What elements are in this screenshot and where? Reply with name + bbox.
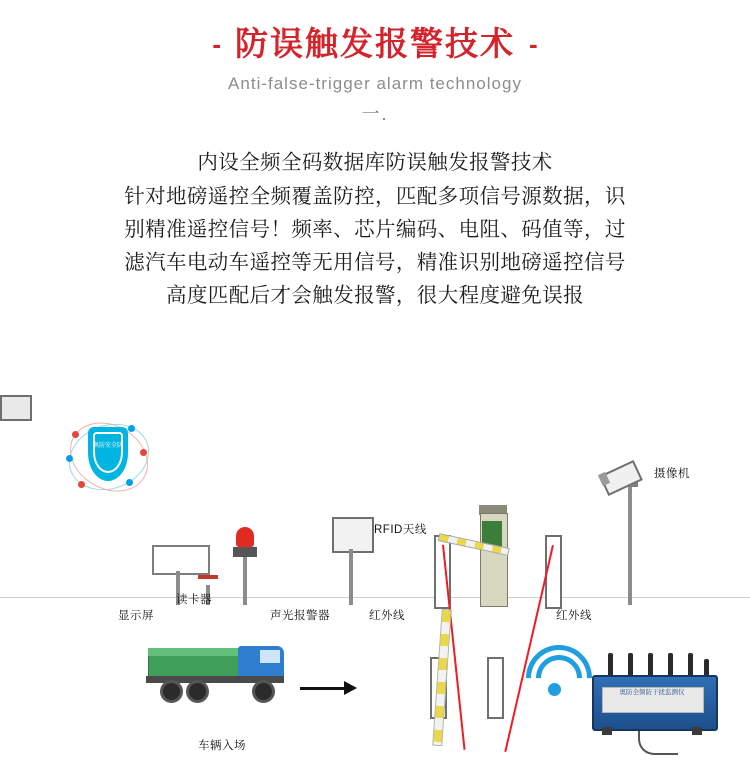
caption-card-reader: 读卡器 — [176, 594, 212, 606]
display-screen — [152, 545, 210, 575]
truck-cargo-stripe — [148, 648, 240, 656]
caption-rfid: RFID天线 — [374, 524, 427, 536]
truck-icon — [142, 640, 292, 702]
caption-camera: 摄像机 — [654, 468, 690, 480]
truck-wheel — [160, 680, 183, 703]
camera-pole — [628, 483, 632, 605]
page-subtitle: Anti-false-trigger alarm technology — [228, 74, 522, 94]
caption-infrared-left: 红外线 — [369, 610, 405, 622]
device-foot — [692, 727, 702, 735]
caption-alarm: 声光报警器 — [270, 610, 330, 622]
page-title: 防误触发报警技术 — [235, 25, 515, 62]
shield-inner-icon — [93, 432, 123, 473]
rfid-antenna — [332, 517, 374, 553]
truck-wheel — [186, 680, 209, 703]
truck-wheel — [252, 680, 275, 703]
alarm-lamp-icon — [236, 527, 254, 547]
logo-dot-icon — [78, 481, 85, 488]
alarm-speaker — [233, 547, 257, 557]
section-marker: 一. — [361, 104, 389, 125]
card-reader-slot — [198, 575, 218, 579]
alarm-pole — [243, 557, 247, 605]
monitor-device — [592, 653, 720, 745]
logo-dot-icon — [140, 449, 147, 456]
body-paragraph — [65, 146, 685, 312]
direction-arrow-line — [300, 687, 346, 690]
ground-line — [0, 597, 750, 598]
shield-icon — [88, 427, 128, 481]
body-line: 滤汽车电动车遥控等无用信号，精准识别地磅遥控信号 — [124, 250, 626, 274]
brand-logo — [66, 421, 152, 493]
infrared-post-right-front — [487, 657, 504, 719]
body-line: 内设全频全码数据库防误触发报警技术 — [197, 151, 553, 175]
device-label: 奥防全频防干扰监测仪 — [619, 689, 685, 696]
direction-arrow-icon — [344, 681, 357, 695]
wifi-dot — [548, 683, 561, 696]
title-dash-right: - — [529, 29, 538, 60]
logo-dot-icon — [72, 431, 79, 438]
truck-window — [260, 650, 280, 663]
wifi-signal-icon — [524, 643, 590, 701]
logo-label: 奥防安全防 — [92, 443, 123, 449]
poster-header — [0, 0, 750, 126]
device-cable — [638, 731, 678, 755]
body-line: 别精准遥控信号！频率、芯片编码、电阻、码值等，过 — [124, 217, 626, 241]
card-reader — [0, 395, 32, 421]
device-foot — [602, 727, 612, 735]
title-row — [0, 26, 750, 62]
logo-dot-icon — [128, 425, 135, 432]
title-dash-left: - — [212, 29, 221, 60]
body-line: 高度匹配后才会触发报警，很大程度避免误报 — [166, 284, 584, 308]
logo-dot-icon — [126, 479, 133, 486]
rfid-antenna-pole — [349, 549, 353, 605]
logo-dot-icon — [66, 455, 73, 462]
system-diagram — [0, 395, 750, 781]
body-line: 针对地磅遥控全频覆盖防控，匹配多项信号源数据，识 — [124, 184, 626, 208]
caption-infrared-right: 红外线 — [556, 610, 592, 622]
caption-truck: 车辆入场 — [198, 740, 246, 752]
caption-display: 显示屏 — [118, 610, 154, 622]
